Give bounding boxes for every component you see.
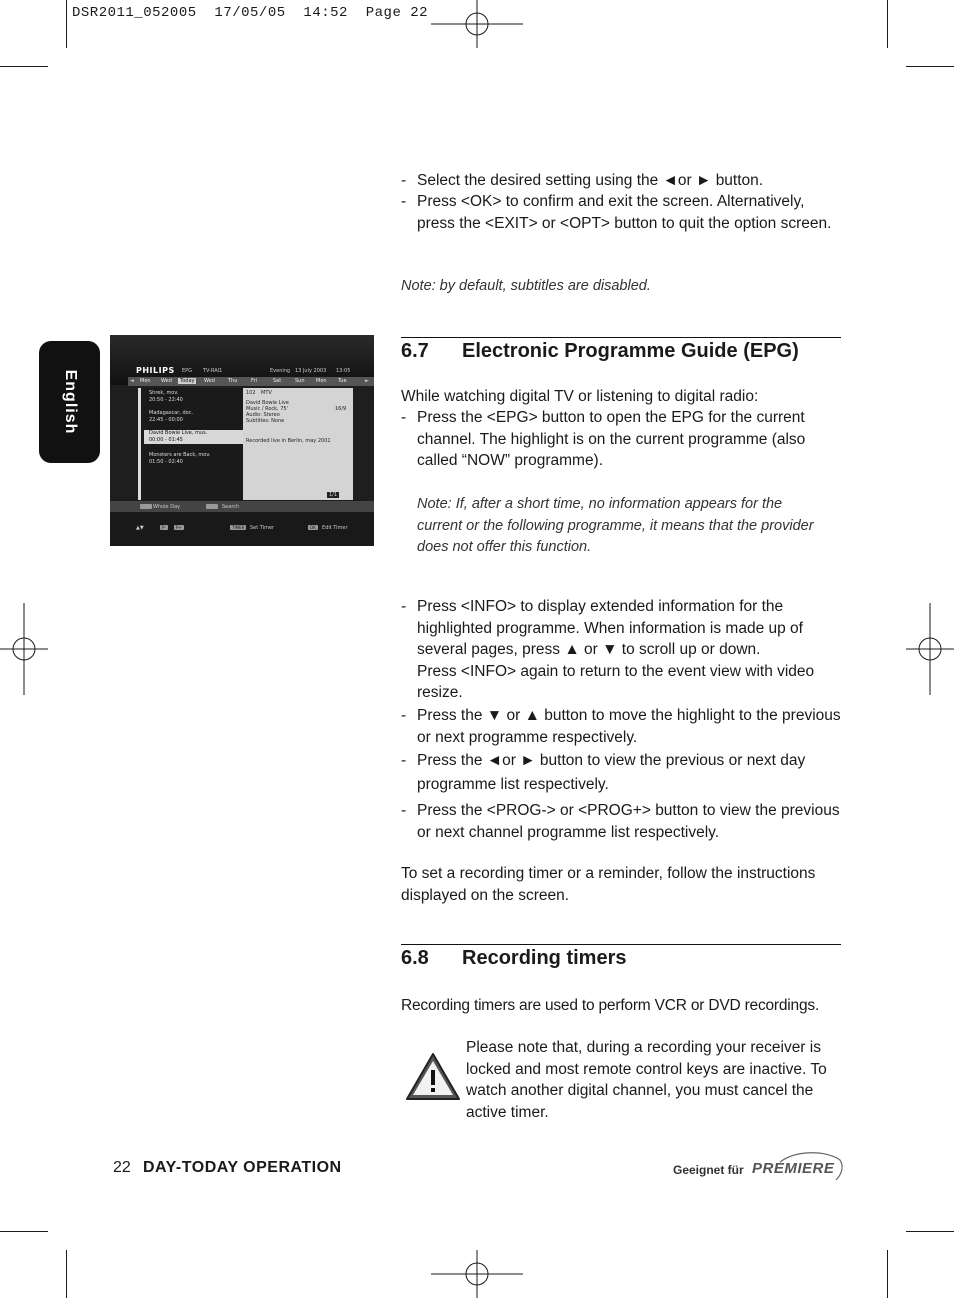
section-number: 6.8 bbox=[401, 947, 429, 969]
up-down-arrows-icon: ▲▼ bbox=[136, 525, 144, 531]
epg-day: Wed bbox=[161, 378, 172, 384]
epg-footer bbox=[110, 512, 374, 546]
premiere-logo: PREMIERE bbox=[752, 1160, 835, 1177]
epg-day-left-arrow-icon: ◄ bbox=[130, 378, 134, 384]
page-up-icon: ▲ bbox=[564, 641, 580, 658]
epg-day: Mon bbox=[140, 378, 151, 384]
epg-label: EPG bbox=[182, 368, 193, 374]
down-arrow-icon: ▼ bbox=[486, 707, 503, 724]
epg-info-line: Subtitles: None bbox=[246, 418, 285, 424]
page-number: 22 bbox=[113, 1159, 131, 1176]
epg-bullet: - Press the <PROG-> or <PROG+> button to view the previous or next channel programme list respectively. bbox=[401, 802, 840, 841]
section-title: Recording timers bbox=[462, 947, 627, 969]
language-tab-label: English bbox=[61, 369, 79, 435]
epg-screenshot bbox=[110, 335, 374, 546]
epg-bullet: - Press the ◄or ► button to view the previous or next day programme list respectively. bbox=[401, 752, 806, 793]
section-title: Electronic Programme Guide (EPG) bbox=[462, 340, 799, 362]
epg-closing: To set a recording timer or a reminder, follow the instructions displayed on the screen. bbox=[401, 865, 816, 904]
section-heading-timers bbox=[401, 944, 841, 970]
epg-bullet: - Press the ▼ or ▲ button to move the highlight to the previous or next programme respectively. bbox=[401, 707, 841, 746]
epg-lead: While watching digital TV or listening to digital radio: bbox=[401, 388, 759, 405]
epg-footer-ok-key: OK bbox=[310, 525, 316, 530]
footer-section-title: DAY-TODAY OPERATION bbox=[143, 1159, 342, 1176]
section-number: 6.7 bbox=[401, 340, 429, 362]
epg-period: Evening bbox=[270, 368, 291, 374]
yellow-key-icon bbox=[206, 504, 218, 509]
epg-channel: TV-RAI1 bbox=[203, 368, 223, 374]
warning-icon bbox=[405, 1052, 461, 1102]
epg-bar-left: Whole Day bbox=[153, 504, 181, 510]
timers-lead: Recording timers are used to perform VCR or DVD recordings. bbox=[401, 997, 820, 1014]
epg-programme: Madagascar, doc. 22:45 - 00:00 bbox=[149, 410, 194, 423]
epg-bullet: - Press <INFO> to display extended information for the highlighted programme. When information is made up of several pages, press ▲ or ▼ to scroll up or down. Press <INFO> again to return to the event view with video resize. bbox=[401, 598, 815, 701]
epg-programme-highlighted: David Bowie Live, mus. 00:00 - 01:45 bbox=[144, 430, 249, 444]
epg-day-bar bbox=[128, 377, 374, 386]
epg-option-bar bbox=[110, 501, 374, 512]
epg-info-page: 1/1 bbox=[329, 492, 338, 498]
language-tab bbox=[39, 341, 100, 463]
epg-info-rating: 16/9 bbox=[335, 406, 347, 412]
epg-day: Sun bbox=[295, 378, 305, 384]
epg-bar-right: Search bbox=[222, 504, 240, 510]
epg-day: Tue bbox=[338, 378, 347, 384]
epg-info-line: David Bowie Live bbox=[246, 400, 289, 406]
page-down-icon: ▼ bbox=[602, 641, 618, 658]
left-arrow-icon: ◄ bbox=[662, 172, 678, 189]
epg-bullet: - Press the <EPG> button to open the EPG for the current channel. The highlight is on the current programme (also called “NOW” programme). bbox=[401, 409, 806, 469]
epg-footer-p-minus: P- bbox=[162, 525, 166, 530]
epg-info-channel-name: MTV bbox=[261, 390, 272, 396]
footer-brand-text: Geeignet für bbox=[673, 1163, 744, 1177]
epg-info-description: Recorded live in Berlin, may 2001 bbox=[246, 438, 331, 444]
epg-info-line: Music / Rock, 75' bbox=[246, 406, 288, 412]
epg-day: Wed bbox=[204, 378, 215, 384]
epg-note: Note: If, after a short time, no information appears for the current or the following programme, it means that the provider does not offer this function. bbox=[417, 496, 814, 555]
epg-day: Mon bbox=[316, 378, 327, 384]
intro-note: Note: by default, subtitles are disabled. bbox=[401, 278, 651, 294]
epg-programme-list bbox=[138, 388, 245, 500]
epg-brand: PHILIPS bbox=[136, 366, 175, 375]
epg-day: Thu bbox=[228, 378, 238, 384]
right-arrow-icon: ► bbox=[520, 752, 536, 769]
epg-date: 13 July 2003 bbox=[295, 368, 327, 374]
up-arrow-icon: ▲ bbox=[524, 707, 540, 724]
intro-bullet: - Select the desired setting using the ◄or ► button. bbox=[401, 172, 764, 189]
epg-footer-p-plus: P+ bbox=[176, 525, 182, 530]
epg-info-line: Audio: Stereo bbox=[246, 412, 280, 418]
intro-bullet: - Press <OK> to confirm and exit the screen. Alternatively, press the <EXIT> or <OPT> button to quit the option screen. bbox=[401, 193, 832, 232]
epg-info-channel-number: 102 bbox=[246, 390, 256, 396]
print-header: DSR2011_052005 17/05/05 14:52 Page 22 bbox=[72, 5, 429, 21]
epg-footer-ok-label: Edit Timer bbox=[322, 525, 348, 531]
epg-programme: Monsters are Back, mov. 01:50 - 02:40 bbox=[149, 452, 211, 465]
epg-programme: Shrek, mov. 20:50 - 22:40 bbox=[149, 390, 183, 403]
premiere-logo-swoosh-icon bbox=[776, 1150, 844, 1182]
epg-footer-timer-label: Set Timer bbox=[250, 525, 275, 531]
section-heading-epg bbox=[401, 337, 841, 363]
left-arrow-icon: ◄ bbox=[486, 752, 503, 769]
epg-day: Sat bbox=[273, 378, 282, 384]
epg-day: Fri bbox=[251, 378, 257, 384]
green-key-icon bbox=[140, 504, 152, 509]
right-arrow-icon: ► bbox=[696, 172, 712, 189]
epg-day-selected: Today bbox=[180, 378, 195, 384]
epg-day-right-arrow-icon: ► bbox=[365, 378, 369, 384]
epg-info-panel bbox=[243, 388, 353, 500]
epg-time: 13:05 bbox=[336, 368, 351, 374]
timers-warning: Please note that, during a recording your receiver is locked and most remote control keys are inactive. To watch another digital channel, you must cancel the active timer. bbox=[466, 1039, 827, 1121]
epg-footer-timer-key: TIMER bbox=[232, 525, 245, 530]
